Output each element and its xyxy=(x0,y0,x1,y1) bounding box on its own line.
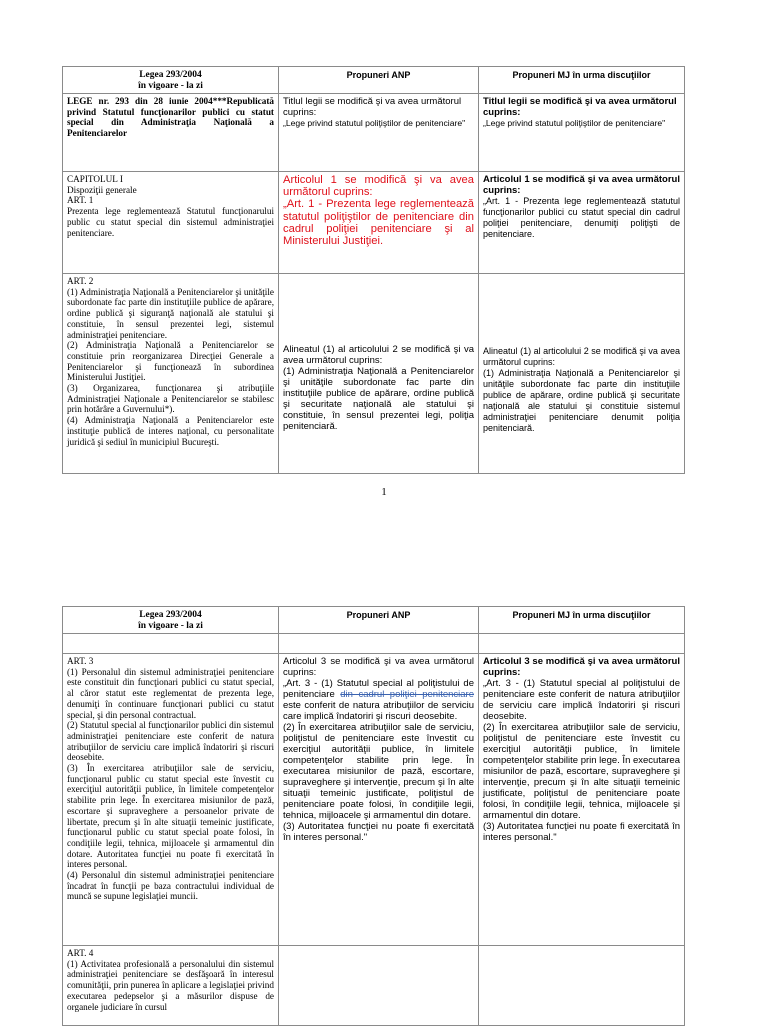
article-paragraph: (2) Administraţia Naţională a Penitenciarelor se constituie prin reorganizarea Direcţiei Generale a Penitenciarelor şi funcţionează în subordinea Ministerului Justiţiei. xyxy=(67,340,274,383)
anp-title-cell xyxy=(279,94,479,172)
deleted-text: din cadrul poliţiei penitenciare xyxy=(340,689,474,700)
anp-art3-paragraph-2: (2) În exercitarea atribuţiilor sale de serviciu, poliţistul de penitenciare este învestit cu exerciţiul autorităţii publice, în limitele competenţelor stabilite prin lege. În executarea misiunilor de pază, escortare, supraveghere şi intervenţie, precum şi în alte situaţii temeinic justificate, poliţistul de penitenciare poate folosi, în condiţiile legii, tehnica, mijloacele şi armamentul din dotare. xyxy=(283,722,474,821)
mj-title-text: „Lege privind statutul poliţiştilor de penitenciare" xyxy=(483,118,666,128)
chapter-title: Dispoziţii generale xyxy=(67,184,137,195)
header-law-title: Legea 293/2004 xyxy=(139,610,202,620)
page-number: 1 xyxy=(381,486,387,498)
article-paragraph: (1) Activitatea profesională a personalului din sistemul administraţiei penitenciare se desfăşoară în interesul comunităţii, prin punerea în aplicare a legislaţiei privind executarea pedepselor şi a măsurilor dispuse de organele judiciare în cursul xyxy=(67,958,274,1012)
empty-cell xyxy=(279,946,479,1026)
mj-art3-paragraph-3: (3) Autoritatea funcţiei nu poate fi exercitată în interes personal." xyxy=(483,821,680,843)
table-row-empty xyxy=(63,634,685,654)
mj-art1-text: „Art. 1 - Prezenta lege reglementează statutul funcţionarilor publici cu statut special din cadrul poliţiei penitenciare, denumiţi poliţişti de penitenciare. xyxy=(483,196,680,239)
article-label: ART. 3 xyxy=(67,656,94,666)
mj-art3-paragraph-1: „Art. 3 - (1) Statutul special al poliţistului de penitenciare este conferit de natura atribuţiilor de serviciu care implică îndatoriri şi riscuri deosebite. xyxy=(483,678,680,722)
anp-art2-intro: Alineatul (1) al articolului 2 se modifică şi va avea următorul cuprins: xyxy=(283,344,474,366)
law-art4-cell xyxy=(63,946,279,1026)
table-row-title xyxy=(63,94,685,172)
header-mj-column: Propuneri MJ în urma discuţiilor xyxy=(479,67,685,94)
mj-art3-cell xyxy=(479,654,685,946)
mj-art3-intro: Articolul 3 se modifică şi va avea următorul cuprins: xyxy=(483,656,680,678)
anp-art3-text-b: este conferit de natura atribuţiilor de serviciu care implică îndatoriri şi riscuri deosebite. xyxy=(283,700,474,722)
chapter-label: CAPITOLUL I xyxy=(67,174,123,184)
anp-art1-text: „Art. 1 - Prezenta lege reglementează statutul poliţiştilor de penitenciare din cadrul poliţiei penitenciare şi al Ministerului Justiţiei. xyxy=(283,198,474,248)
article-paragraph: (3) În exercitarea atribuţiilor sale de serviciu, funcţionarul public cu statut special este învestit cu exerciţiul autorităţii publice, în limitele competenţelor stabilite prin lege. În exercitarea misiunilor de pază, escortare şi supraveghere a persoanelor private de libertate, precum şi în alte situaţii temeinic justificate, funcţionarul public cu statut special poate folosi, în condiţiile legii, tehnica, mijloacele şi armamentul din dotare. Autoritatea funcţiei nu poate fi exercitată în interes personal. xyxy=(67,763,274,870)
anp-art3-cell xyxy=(279,654,479,946)
mj-art3-paragraph-2: (2) În exercitarea atribuţiilor sale de serviciu, poliţistul de penitenciare este învestit cu exerciţiul autorităţii publice, în limitele competenţelor stabilite prin lege. În executarea misiunilor de pază, escortare, supraveghere şi intervenţie, precum şi în alte situaţii temeinic justificate, poliţistul de penitenciare poate folosi, în condiţiile legii, tehnica, mijloacele şi armamentul din dotare. xyxy=(483,722,680,821)
article-label: ART. 2 xyxy=(67,276,94,286)
article-paragraph: (3) Organizarea, funcţionarea şi atribuţiile Administraţiei Naţionale a Penitenciarelor se stabilesc prin hotărâre a Guvernului*). xyxy=(67,383,274,415)
anp-art1-cell xyxy=(279,172,479,274)
anp-art2-cell xyxy=(279,274,479,474)
anp-art3-intro: Articolul 3 se modifică şi va avea următorul cuprins: xyxy=(283,656,474,678)
anp-title-intro: Titlul legii se modifică şi va avea următorul cuprins: xyxy=(283,96,462,118)
law-art1-cell xyxy=(63,172,279,274)
empty-cell xyxy=(279,634,479,654)
mj-art1-intro: Articolul 1 se modifică şi va avea următorul cuprins: xyxy=(483,174,680,196)
header-anp-column: Propuneri ANP xyxy=(279,607,479,634)
law-art2-cell xyxy=(63,274,279,474)
header-law-column xyxy=(63,67,279,94)
table-row-art2 xyxy=(63,274,685,474)
header-mj-column: Propuneri MJ în urma discuţiilor xyxy=(479,607,685,634)
law-art3-cell xyxy=(63,654,279,946)
empty-cell xyxy=(479,634,685,654)
header-law-column xyxy=(63,607,279,634)
table-header-row xyxy=(63,67,685,94)
anp-art1-intro: Articolul 1 se modifică şi va avea următorul cuprins: xyxy=(283,174,474,199)
empty-cell xyxy=(479,946,685,1026)
table-row-art1 xyxy=(63,172,685,274)
table-row-art3 xyxy=(63,654,685,946)
comparison-table-page-2 xyxy=(62,606,685,1026)
anp-art3-text-a: „Art. 3 - (1) Statutul special al poliţistului de penitenciare xyxy=(283,678,474,700)
article-label: ART. 4 xyxy=(67,948,94,958)
header-law-subtitle: în vigoare - la zi xyxy=(138,620,203,631)
mj-art2-cell xyxy=(479,274,685,474)
anp-art3-paragraph-3: (3) Autoritatea funcţiei nu poate fi exercitată în interes personal." xyxy=(283,821,474,843)
article-label: ART. 1 xyxy=(67,195,94,206)
law-title-cell: LEGE nr. 293 din 28 iunie 2004***Republicată privind Statutul funcţionarilor publici cu statut special din Administraţia Naţională a Penitenciarelor xyxy=(63,94,279,172)
header-law-subtitle: în vigoare - la zi xyxy=(138,80,203,91)
mj-title-cell xyxy=(479,94,685,172)
table-header-row xyxy=(63,607,685,634)
anp-art3-paragraph-1 xyxy=(283,678,474,722)
article-paragraph: (1) Personalul din sistemul administraţiei penitenciare este constituit din funcţionari publici cu statut special, al căror statut este reglementat de prezenta lege, denumiţi în continuare funcţionari publici cu statut special, şi din personal contractual. xyxy=(67,666,274,720)
mj-art2-intro: Alineatul (1) al articolului 2 se modifică şi va avea următorul cuprins: xyxy=(483,346,680,367)
article-paragraph: (1) Administraţia Naţională a Penitenciarelor şi unităţile subordonate fac parte din instituţiile publice de apărare, ordine publică şi siguranţă naţională ale statului şi constituie, în sensul prezentei legi, sistemul administraţiei penitenciare. xyxy=(67,286,274,340)
header-law-title: Legea 293/2004 xyxy=(139,70,202,80)
mj-art2-text: (1) Administraţia Naţională a Penitenciarelor şi unităţile subordonate fac parte din instituţiile publice de apărare, ordine publică şi securitate naţională ale statului şi constituie sistemul administraţiei penitenciare denumit poliţia penitenciară. xyxy=(483,368,680,433)
article-paragraph: (2) Statutul special al funcţionarilor publici din sistemul administraţiei penitenciare este conferit de natura atribuţiilor de serviciu care implică îndatoriri şi riscuri deosebite. xyxy=(67,720,274,763)
empty-cell xyxy=(63,634,279,654)
header-anp-column: Propuneri ANP xyxy=(279,67,479,94)
article-paragraph: (4) Administraţia Naţională a Penitenciarelor este instituţie publică de interes naţional, cu personalitate juridică şi sediul în municipiul Bucureşti. xyxy=(67,415,274,447)
mj-art1-cell xyxy=(479,172,685,274)
table-row-art4 xyxy=(63,946,685,1026)
comparison-table-page-1 xyxy=(62,66,685,474)
anp-art2-text: (1) Administraţia Naţională a Penitenciarelor şi unităţile subordonate fac parte din instituţiile publice de apărare, ordine publică şi securitate naţională ale statului şi constituie, în sensul prezentei legi, poliţia penitenciară. xyxy=(283,366,474,432)
mj-title-intro: Titlul legii se modifică şi va avea următorul cuprins: xyxy=(483,96,677,118)
article-text: Prezenta lege reglementează Statutul funcţionarului public cu statut special din sistemul administraţiei penitenciare. xyxy=(67,206,274,238)
anp-title-text: „Lege privind statutul poliţiştilor de penitenciare" xyxy=(283,118,466,128)
article-paragraph: (4) Personalul din sistemul administraţiei penitenciare încadrat în funcţii pe baza contractului individual de muncă se supune legislaţiei muncii. xyxy=(67,870,274,902)
